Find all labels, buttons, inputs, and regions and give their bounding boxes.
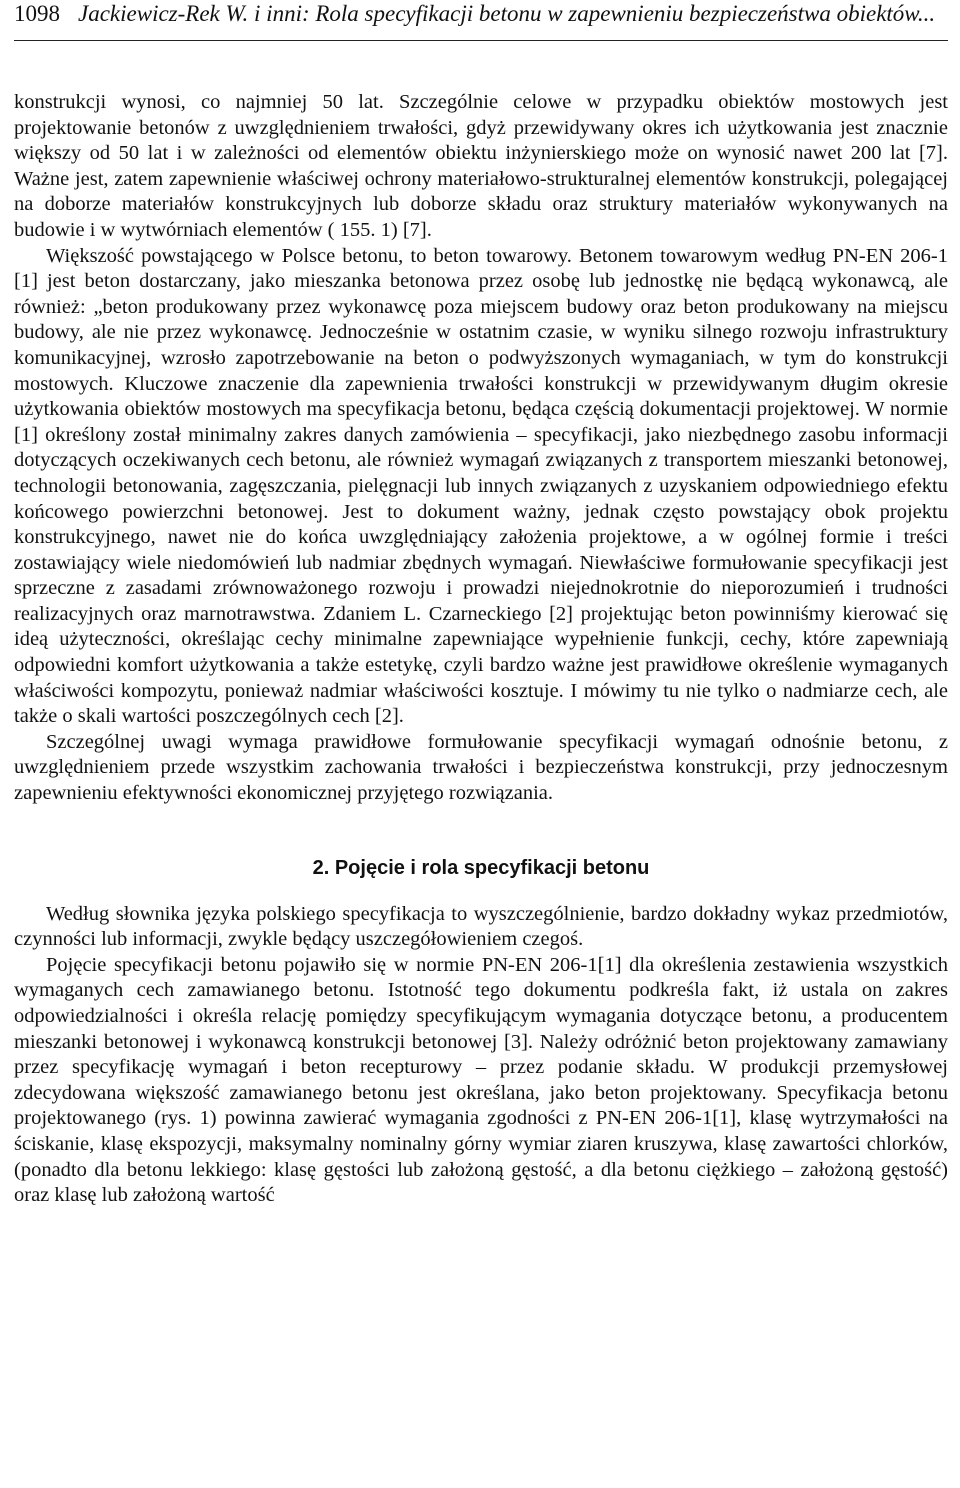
paragraph: Większość powstającego w Polsce betonu, to beton towarowy. Betonem towarowym według PN-EN 206-1 [1] jest beton dostarczany, jako mieszanka betonowa przez osobę lub jednostkę nie będącą wykonawcą, ale również: „beton produkowany przez wykonawcę poza miejscem budowy oraz beton produkowany na miejscu budowy, ale nie przez wykonawcę. Jednocześnie w ostatnim czasie, w wyniku silnego rozwoju infrastruktury komunikacyjnej, wzrosło zapotrzebowanie na beton o podwyższonych wymaganiach, w tym do konstrukcji mostowych. Kluczowe znaczenie dla zapewnienia trwałości konstrukcji w przewidywanym długim okresie użytkowania obiektów mostowych ma specyfikacja betonu, będąca częścią dokumentacji projektowej. W normie [1] określony został minimalny zakres danych zamówienia – specyfikacji, jako niezbędnego zasobu informacji dotyczących oczekiwanych cech betonu, ale również wymagań związanych z transportem mieszanki betonowej, technologii betonowania, zagęszczania, pielęgnacji lub innych związanych z uzyskaniem odpowiedniego efektu końcowego powierzchni betonowej. Jest to dokument ważny, jednak często powstający obok projektu konstrukcyjnego, nawet nie do końca uwzględniający założenia projektowe, a w ogólnej formie i treści zostawiający wiele niedomówień lub nadmiar zbędnych wymagań. Niewłaściwe formułowanie specyfikacji jest sprzeczne z zasadami zrównoważonego rozwoju i prowadzi niejednokrotnie do nieporozumień i trudności realizacyjnych oraz marnotrawstwa. Zdaniem L. Czarneckiego [2] projektując beton powinniśmy kierować się ideą użyteczności, określając cechy minimalne zapewniające wypełnienie funkcji, cechy, które zapewniają odpowiedni komfort użytkowania a także estetykę, czyli bardzo ważne jest prawidłowe określenie wymaganych właściwości kompozytu, ponieważ nadmiar właściwości kosztuje. I mówimy tu nie tylko o nadmiarze cech, ale także o skali wartości poszczególnych cech [2]. xyxy=(14,244,948,728)
paragraph: Według słownika języka polskiego specyfikacja to wyszczególnienie, bardzo dokładny wykaz przedmiotów, czynności lub informacji, zwykle będący uszczegółowieniem czegoś. xyxy=(14,902,948,951)
section-heading xyxy=(14,854,948,882)
paragraph: konstrukcji wynosi, co najmniej 50 lat. Szczególnie celowe w przypadku obiektów mostowych jest projektowanie betonów z uwzględnieniem trwałości, gdyż przewidywany okres ich użytkowania jest znacznie większy od 50 lat i w zależności od elementów obiektu inżynierskiego może on wynosić nawet 200 lat [7]. Ważne jest, zatem zapewnienie właściwej ochrony materiałowo-strukturalnej elementów konstrukcji, polegającej na doborze materiałów konstrukcyjnych lub doborze składu oraz struktury materiałów wykonywanych na budowie i w wytwórniach elementów ( 155. 1) [7]. xyxy=(14,91,948,241)
article-body xyxy=(14,90,948,1209)
running-header xyxy=(14,0,948,41)
page-number: 1098 xyxy=(14,1,60,26)
section-heading-text: 2. Pojęcie i rola specyfikacji betonu xyxy=(312,856,650,879)
paragraph: Pojęcie specyfikacji betonu pojawiło się w normie PN-EN 206-1[1] dla określenia zestawienia wszystkich wymaganych cech zamawianego betonu. Istotność tego dokumentu podkreśla fakt, iż ustala on zakres odpowiedzialności i określa relację pomiędzy specyfikującym wymagania dotyczące betonu, a producentem mieszanki betonowej i wykonawcą konstrukcji betonowej [3]. Należy odróżnić beton projektowany zamawiany przez specyfikację wymagań i beton recepturowy – przez podanie składu. W produkcji przemysłowej zdecydowana większość zamawianego betonu jest określana, jako beton projektowany. Specyfikacja betonu projektowanego (rys. 1) powinna zawierać wymagania zgodności z PN-EN 206-1[1], klasę wytrzymałości na ściskanie, klasę ekspozycji, maksymalny nominalny górny wymiar ziaren kruszywa, klasę zawartości chlorków, (ponadto dla betonu lekkiego: klasę gęstości lub założoną gęstość, a dla betonu ciężkiego – założoną gęstość) oraz klasę lub założoną wartość xyxy=(14,953,948,1207)
paragraph: Szczególnej uwagi wymaga prawidłowe formułowanie specyfikacji wymagań odnośnie betonu, z uwzględnieniem przede wszystkim zachowania trwałości i bezpieczeństwa konstrukcji, przy jednoczesnym zapewnieniu efektywności ekonomicznej przyjętego rozwiązania. xyxy=(14,730,948,805)
running-title: Jackiewicz-Rek W. i inni: Rola specyfikacji betonu w zapewnieniu bezpieczeństwa obiektów... xyxy=(78,1,936,26)
